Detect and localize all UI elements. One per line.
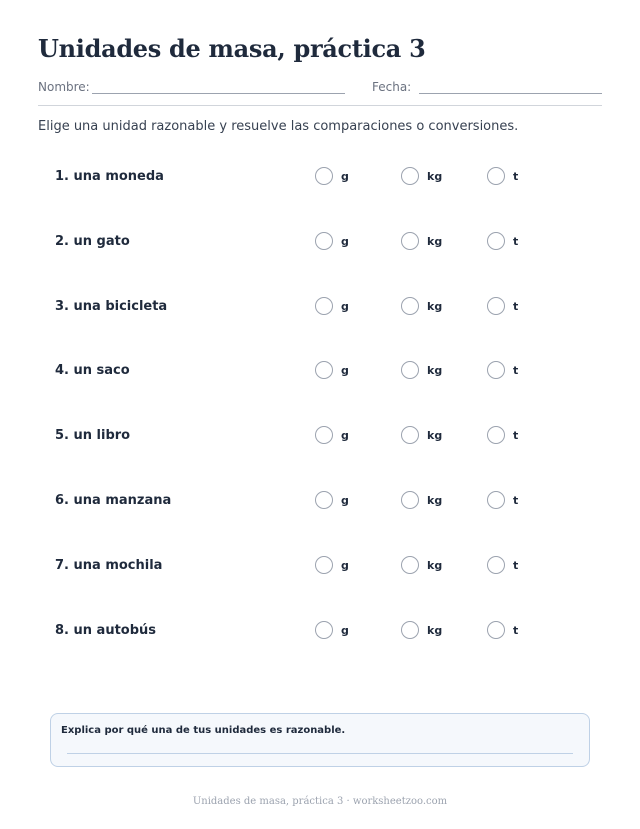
unit-option-label: t — [513, 623, 519, 637]
explain-answer-line[interactable] — [67, 753, 573, 754]
unit-option-label: kg — [427, 429, 443, 443]
unit-option-label: g — [341, 558, 349, 572]
radio-circle-icon[interactable] — [487, 167, 505, 185]
radio-circle-icon[interactable] — [487, 361, 505, 379]
unit-option-label: g — [341, 494, 349, 507]
footer: Unidades de masa, práctica 3 · worksheetzoo.com — [192, 796, 448, 807]
unit-option-label: kg — [427, 494, 443, 507]
question-item — [0, 555, 640, 579]
question-item — [0, 425, 640, 449]
unit-option-label: kg — [427, 558, 443, 572]
question-label: 7. una mochila — [55, 557, 163, 573]
question-item — [0, 166, 640, 190]
instructions: Elige una unidad razonable y resuelve las comparaciones o conversiones. — [38, 119, 519, 134]
unit-option-label: t — [513, 299, 519, 313]
radio-circle-icon[interactable] — [487, 491, 505, 509]
question-label: 6. una manzana — [55, 493, 172, 508]
radio-circle-icon[interactable] — [315, 361, 333, 379]
question-label: 8. un autobús — [55, 622, 157, 638]
unit-option-label: kg — [427, 364, 443, 378]
question-item — [0, 490, 640, 514]
unit-option-label: t — [513, 364, 519, 378]
question-label: 5. un libro — [55, 428, 131, 444]
radio-circle-icon[interactable] — [401, 426, 419, 444]
header-fields — [38, 80, 602, 98]
explain-box — [50, 713, 590, 767]
radio-circle-icon[interactable] — [315, 556, 333, 574]
date-label: Fecha: — [372, 80, 412, 94]
unit-option-label: t — [513, 234, 519, 248]
radio-circle-icon[interactable] — [487, 297, 505, 315]
header-divider — [38, 105, 602, 106]
unit-option-label: t — [513, 429, 519, 443]
explain-prompt: Explica por qué una de tus unidades es razonable. — [61, 725, 346, 736]
question-item — [0, 231, 640, 255]
radio-circle-icon[interactable] — [401, 361, 419, 379]
unit-option-label: g — [341, 364, 349, 378]
unit-option-label: g — [341, 299, 349, 313]
radio-circle-icon[interactable] — [315, 491, 333, 509]
unit-option-label: g — [341, 170, 349, 183]
page-title: Unidades de masa, práctica 3 — [38, 34, 426, 63]
radio-circle-icon[interactable] — [315, 167, 333, 185]
radio-circle-icon[interactable] — [315, 621, 333, 639]
radio-circle-icon[interactable] — [401, 556, 419, 574]
question-item — [0, 620, 640, 644]
radio-circle-icon[interactable] — [401, 621, 419, 639]
unit-option-label: kg — [427, 299, 443, 313]
radio-circle-icon[interactable] — [315, 426, 333, 444]
radio-circle-icon[interactable] — [487, 556, 505, 574]
radio-circle-icon[interactable] — [315, 232, 333, 250]
question-label: 1. una moneda — [55, 169, 164, 184]
radio-circle-icon[interactable] — [315, 297, 333, 315]
unit-option-label: kg — [427, 234, 443, 248]
unit-option-label: t — [513, 558, 519, 572]
name-label: Nombre: — [38, 80, 90, 94]
radio-circle-icon[interactable] — [487, 426, 505, 444]
question-label: 3. una bicicleta — [55, 298, 168, 314]
radio-circle-icon[interactable] — [401, 167, 419, 185]
radio-circle-icon[interactable] — [401, 491, 419, 509]
unit-option-label: g — [341, 429, 349, 443]
unit-option-label: kg — [427, 623, 443, 637]
date-field[interactable] — [419, 93, 602, 94]
unit-option-label: g — [341, 623, 349, 637]
unit-option-label: kg — [427, 170, 443, 183]
question-label: 4. un saco — [55, 363, 130, 379]
unit-option-label: t — [513, 170, 519, 183]
unit-option-label: g — [341, 234, 349, 248]
radio-circle-icon[interactable] — [401, 297, 419, 315]
unit-option-label: t — [513, 494, 519, 507]
name-field[interactable] — [92, 93, 345, 94]
question-item — [0, 296, 640, 320]
radio-circle-icon[interactable] — [487, 232, 505, 250]
radio-circle-icon[interactable] — [401, 232, 419, 250]
radio-circle-icon[interactable] — [487, 621, 505, 639]
question-label: 2. un gato — [55, 233, 130, 249]
question-item — [0, 360, 640, 384]
